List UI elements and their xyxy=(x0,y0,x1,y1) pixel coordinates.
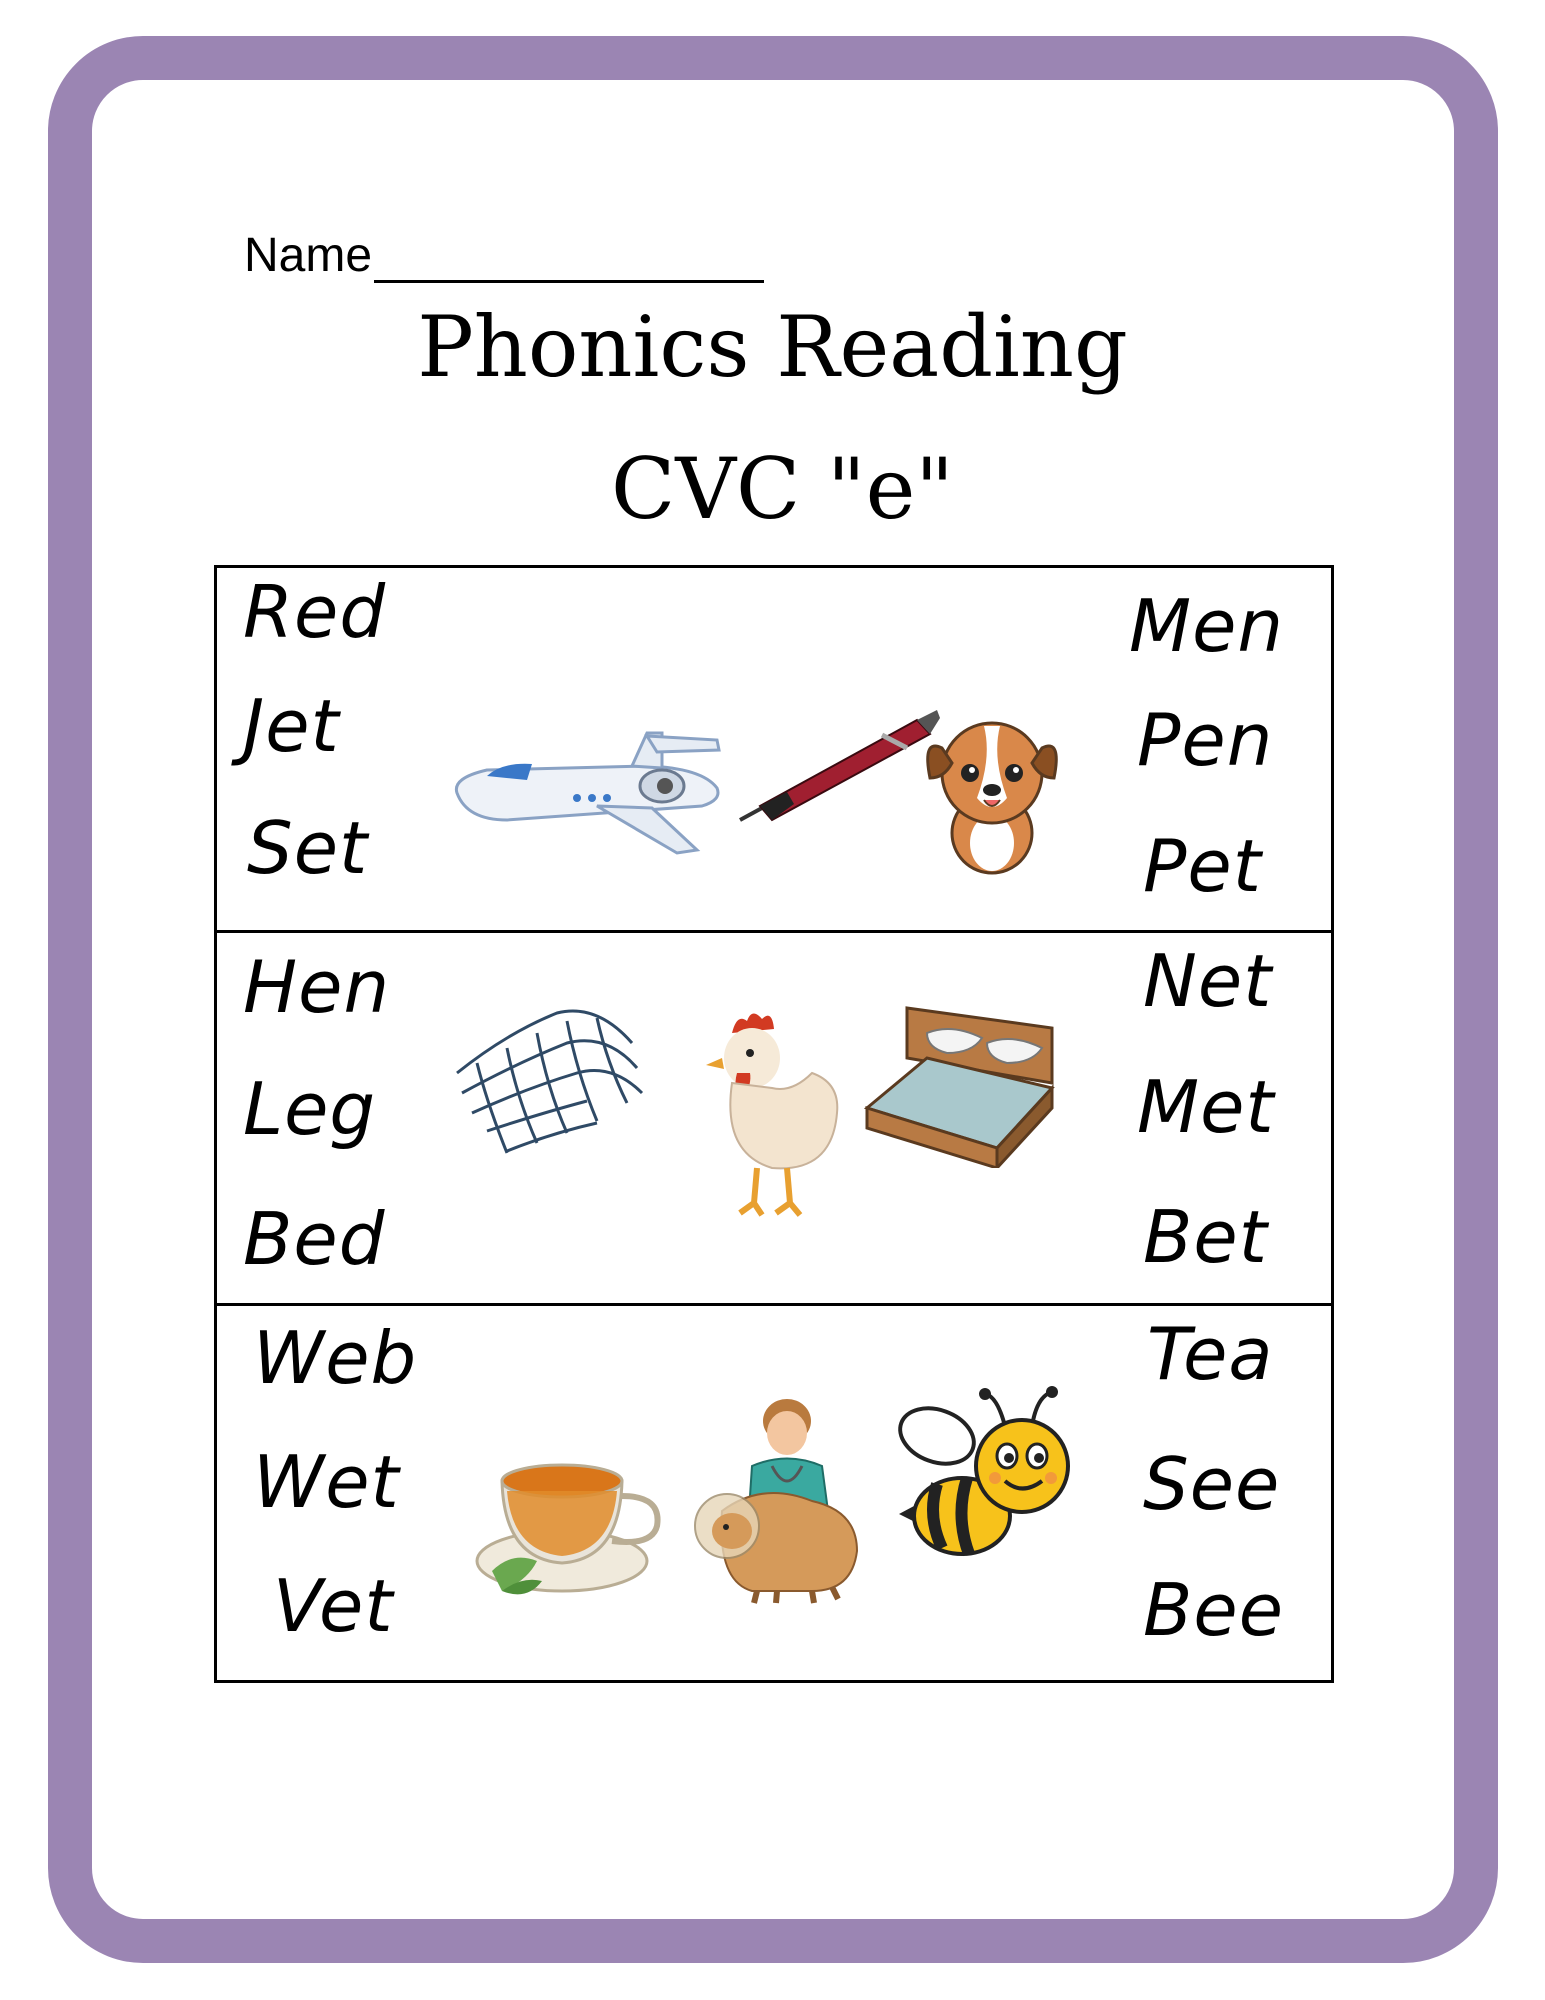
pen-icon xyxy=(732,710,942,830)
right-word: Pen xyxy=(1137,698,1274,782)
table-row xyxy=(217,933,1331,1306)
left-word: Web xyxy=(253,1316,418,1400)
puppy-icon xyxy=(922,708,1062,878)
word-table xyxy=(214,565,1334,1683)
airplane-icon xyxy=(447,728,732,868)
name-field[interactable] xyxy=(244,228,764,283)
worksheet-subtitle: CVC "e" xyxy=(611,440,954,538)
name-label: Name xyxy=(244,229,373,282)
tea-cup-icon xyxy=(472,1441,672,1611)
bed-icon xyxy=(857,998,1057,1168)
left-word: Wet xyxy=(253,1440,400,1524)
hen-icon xyxy=(692,1003,842,1218)
right-word: Bee xyxy=(1143,1568,1284,1652)
right-word: Met xyxy=(1137,1065,1275,1149)
left-word: Leg xyxy=(243,1067,377,1151)
name-blank-line xyxy=(374,236,764,283)
left-word: Hen xyxy=(243,945,391,1029)
vet-icon xyxy=(692,1391,867,1606)
right-word: Tea xyxy=(1147,1312,1274,1396)
left-word: Red xyxy=(243,570,387,654)
left-word: Vet xyxy=(273,1564,394,1648)
right-word: Pet xyxy=(1143,824,1262,908)
left-word: Bed xyxy=(243,1197,386,1281)
right-word: Net xyxy=(1143,939,1273,1023)
worksheet-title: Phonics Reading xyxy=(417,298,1128,396)
left-word: Jet xyxy=(243,684,340,768)
left-word: Set xyxy=(247,806,369,890)
bee-icon xyxy=(897,1386,1082,1561)
right-word: Bet xyxy=(1143,1195,1268,1279)
net-icon xyxy=(447,1003,647,1163)
table-row xyxy=(217,1306,1331,1686)
table-row xyxy=(217,568,1331,933)
right-word: Men xyxy=(1129,584,1285,668)
right-word: See xyxy=(1143,1442,1281,1526)
